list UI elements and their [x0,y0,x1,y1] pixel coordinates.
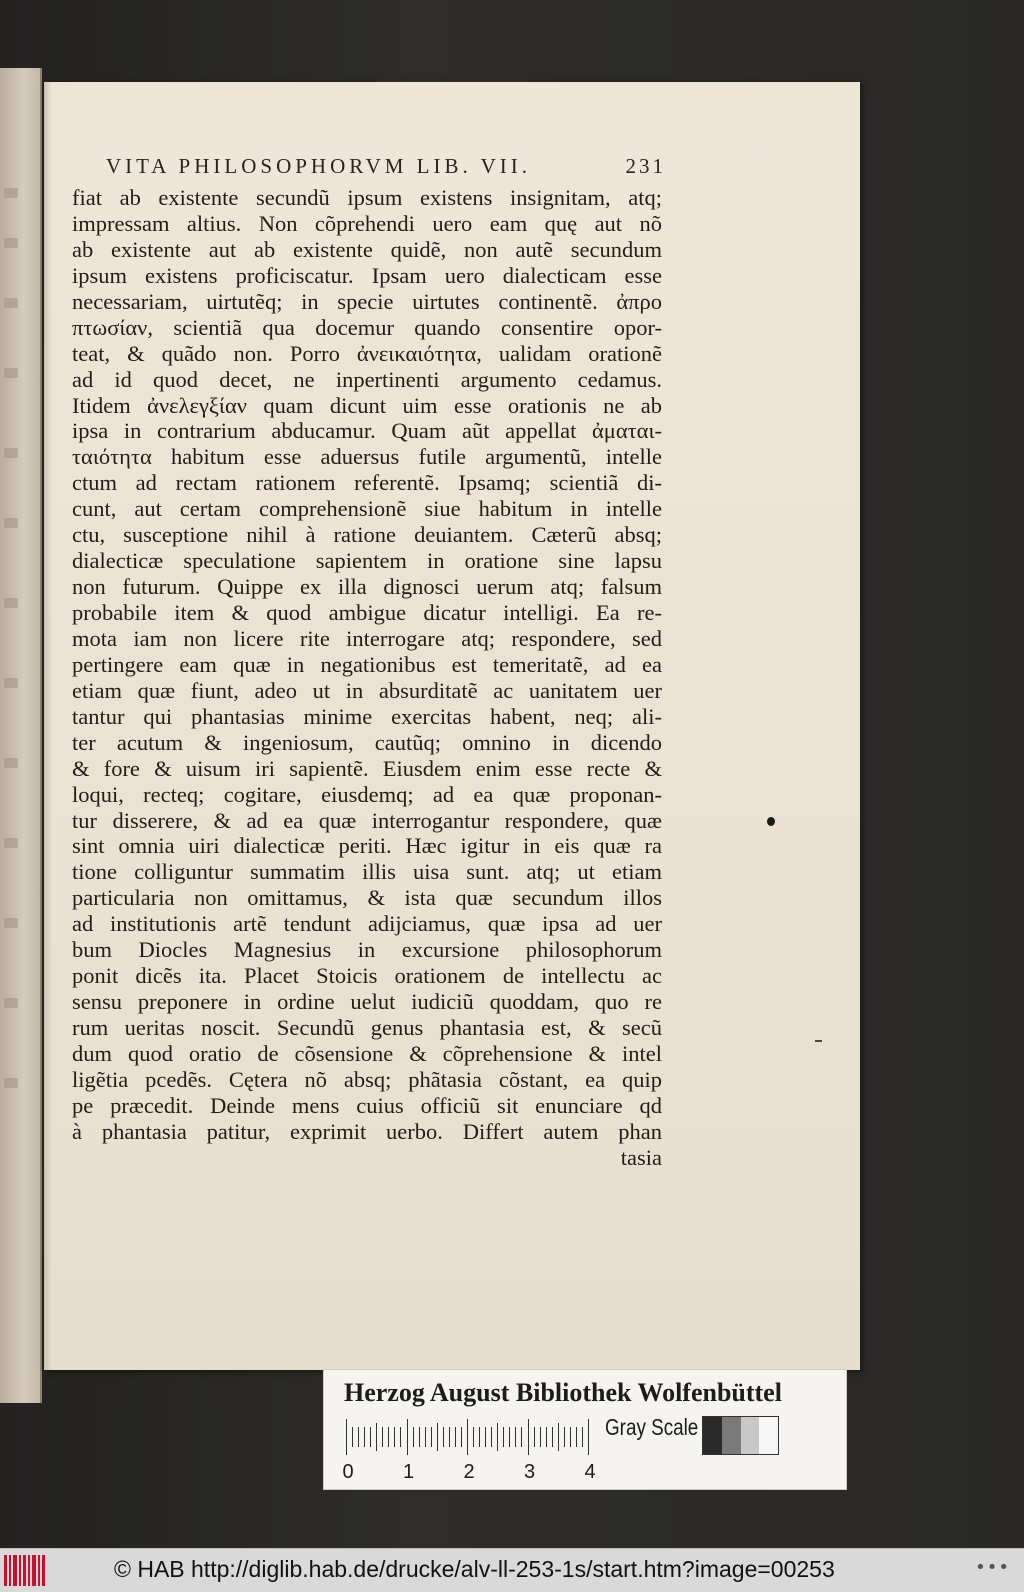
ruler-tick [509,1427,510,1447]
text-line: πτωσίαν, scientiã qua docemur quando consentire opor- [72,314,662,340]
previous-page-edge [0,68,42,1403]
scale-ruler [342,1419,596,1483]
grayscale-patch [741,1417,760,1454]
text-line: ipsa in contrarium abducamur. Quam aũt appellat ἀμαται- [72,418,662,444]
text-line: etiam quæ fiunt, adeo ut in absurditatẽ ac uanitatem uer [72,677,662,703]
edge-mark [4,598,18,608]
ruler-tick [473,1427,474,1447]
grayscale-patch [703,1417,722,1454]
ruler-tick [479,1427,480,1447]
grayscale-patch [759,1417,778,1454]
text-line: bum Diocles Magnesius in excursione philosophorum [72,937,662,963]
text-block [72,185,662,1171]
ruler-number: 1 [402,1461,415,1483]
ruler-tick [521,1427,522,1447]
text-line: tasia [620,1144,662,1170]
ruler-tick [491,1427,492,1447]
text-line: tur disserere, & ad ea quæ interrogantur respondere, quæ [72,807,662,833]
text-line: ter acutum & ingeniosum, cautũq; omnino in dicendo [72,729,662,755]
ruler-number: 3 [523,1461,536,1483]
text-line: cunt, aut certam comprehensionẽ siue habitum in intelle [72,496,662,522]
hab-barcode-icon [4,1555,48,1586]
ruler-tick [503,1427,504,1447]
edge-mark [4,678,18,688]
copyright-url[interactable]: © HAB http://diglib.hab.de/drucke/alv-ll-253-1s/start.htm?image=00253 [114,1556,835,1582]
text-line: particularia non omittamus, & ista quæ secundum illos [72,885,662,911]
text-line: sint omnia uiri dialecticæ periti. Hæc igitur in eis quæ ra [72,833,662,859]
ruler-tick [552,1427,553,1447]
page-number: 231 [625,154,666,178]
ruler-tick [449,1427,450,1447]
ruler-tick [376,1423,377,1451]
text-line: tantur qui phantasias minime exercitas habent, neq; ali- [72,703,662,729]
text-line: ctum ad rectam rationem referentẽ. Ipsamq; scientiã di- [72,470,662,496]
library-name: Herzog August Bibliothek Wolfenbüttel [344,1378,782,1407]
ruler-tick [407,1419,408,1455]
ruler-tick [455,1427,456,1447]
grayscale-patch [722,1417,741,1454]
ruler-number: 4 [584,1461,596,1483]
text-line: pertingere eam quæ in negationibus est temeritatẽ, ad ea [72,651,662,677]
ruler-tick [388,1427,389,1447]
ruler-tick [346,1419,347,1455]
edge-mark [4,758,18,768]
ruler-tick [540,1427,541,1447]
ruler-tick [497,1423,498,1451]
ruler-tick [576,1427,577,1447]
text-line: loqui, recteq; cogitare, eiusdemq; ad ea quæ proponan- [72,781,662,807]
text-line: pe præcedit. Deinde mens cuius officiũ sit enunciare qd [72,1092,662,1118]
text-line: ctu, susceptione nihil à ratione deuiantem. Cæterũ absq; [72,522,662,548]
text-line: necessariam, uirtutẽq; in specie uirtutes continentẽ. ἀπρο [72,288,662,314]
running-head [106,154,666,179]
edge-mark [4,998,18,1008]
footer-bar [0,1548,1024,1592]
ruler-tick [528,1419,529,1455]
ruler-number: 2 [463,1461,475,1483]
edge-mark [4,368,18,378]
text-line: non futurum. Quippe ex illa dignosci uerum atq; falsum [72,574,662,600]
text-line: ipsum existens proficiscatur. Ipsam uero dialecticam esse [72,262,662,288]
edge-mark [4,838,18,848]
ruler-tick [515,1427,516,1447]
ruler-tick [425,1427,426,1447]
ruler-tick [437,1423,438,1451]
ruler-tick [467,1419,468,1455]
edge-mark [4,188,18,198]
edge-mark [4,448,18,458]
ruler-tick [431,1427,432,1447]
text-line: ponit dicẽs ita. Placet Stoicis orationem de intellectu ac [72,963,662,989]
page-gutter-shadow [44,82,52,1370]
ruler-tick [558,1423,559,1451]
text-line: mota iam non licere rite interrogare atq; respondere, sed [72,625,662,651]
ruler-number: 0 [342,1461,354,1483]
edge-mark [4,298,18,308]
ruler-tick [413,1427,414,1447]
grayscale-label: Gray Scale [605,1414,699,1440]
ruler-tick [564,1427,565,1447]
grayscale-patches [702,1416,779,1455]
running-title: VITA PHILOSOPHORVM LIB. VII. [106,154,532,178]
edge-mark [4,238,18,248]
text-line: Itidem ἀνελεγξίαν quam dicunt uim esse orationis ne ab [72,392,662,418]
ruler-tick [582,1427,583,1447]
ruler-tick [370,1427,371,1447]
edge-mark [4,518,18,528]
text-line: tione colliguntur summatim illis uisa sunt. atq; ut etiam [72,859,662,885]
text-line: teat, & quãdo non. Porro ἀνεικαιότητα, ualidam orationẽ [72,340,662,366]
ruler-tick [419,1427,420,1447]
ruler-tick [352,1427,353,1447]
color-reference-bar [323,1369,847,1490]
text-line: rum ueritas noscit. Secundũ genus phantasia est, & secũ [72,1015,662,1040]
ruler-tick [546,1427,547,1447]
edge-mark [4,1078,18,1088]
ink-spot [767,817,775,826]
book-page [44,82,860,1370]
ruler-tick [485,1427,486,1447]
text-line: à phantasia patitur, exprimit uerbo. Differt autem phan [72,1118,662,1144]
text-line: impressam altius. Non cõprehendi uero eam quę aut nõ [72,210,662,236]
more-options-icon[interactable]: ••• [975,1557,1010,1578]
ruler-tick [382,1427,383,1447]
ruler-tick [570,1427,571,1447]
ruler-tick [358,1427,359,1447]
text-line: ligẽtia pcedẽs. Cętera nõ absq; phãtasia cõstant, ea quip [72,1066,662,1092]
text-line: probabile item & quod ambigue dicatur intelligi. Ea re- [72,600,662,625]
text-line: dialecticæ speculatione sapientem in oratione sine lapsu [72,548,662,574]
ruler-tick [461,1427,462,1447]
text-line: dum quod oratio de cõsensione & cõprehensione & intel [72,1040,662,1066]
text-line: ad institutionis artẽ tendunt adijciamus, quæ ipsa ad uer [72,911,662,937]
ruler-tick [588,1419,589,1455]
ruler-tick [400,1427,401,1447]
text-line: fiat ab existente secundũ ipsum existens insignitam, atq; [72,185,662,210]
text-line: sensu preponere in ordine uelut iudiciũ quoddam, quo re [72,989,662,1015]
text-line: & fore & uisum iri sapientẽ. Eiusdem enim esse recte & [72,755,662,781]
text-line: ταιότητα habitum esse aduersus futile argumentũ, intelle [72,444,662,470]
edge-mark [4,918,18,928]
text-line: ab existente aut ab existente quidẽ, non autẽ secundum [72,236,662,262]
ruler-tick [394,1427,395,1447]
ruler-tick [534,1427,535,1447]
text-line: ad id quod decet, ne inpertinenti argumento cedamus. [72,366,662,392]
ink-mark [815,1040,822,1042]
ruler-tick [364,1427,365,1447]
ruler-tick [443,1427,444,1447]
